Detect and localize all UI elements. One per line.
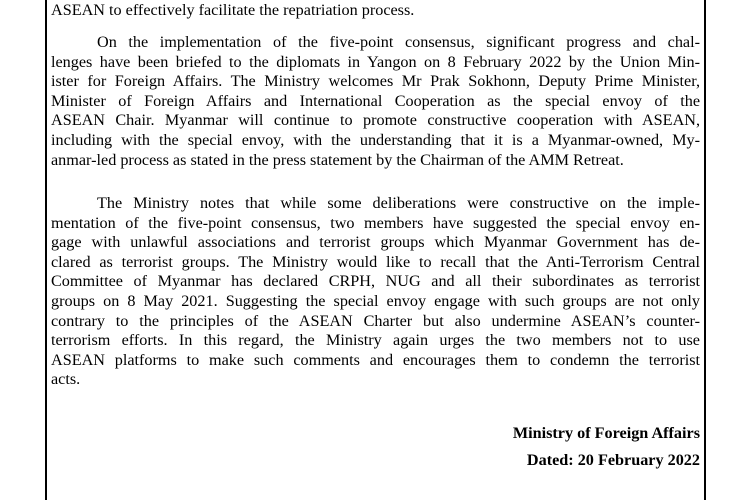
text-line: gage with unlawful associations and terrorist groups which Myanmar Government has de- [51,233,700,252]
text-line: clared as terrorist groups. The Ministry would like to recall that the Anti-Terrorism Central [51,252,700,271]
signature-ministry: Ministry of Foreign Affairs [512,424,700,442]
text-line: groups on 8 May 2021. Suggesting the special envoy engage with such groups are not only [51,291,700,310]
text-line: anmar-led process as stated in the press statement by the Chairman of the AMM Retreat. [51,150,624,169]
text-line: Committee of Myanmar has declared CRPH, NUG and all their subordinates as terrorist [51,272,700,291]
text-line: including with the special envoy, with the understanding that it is a Myanmar-owned, My- [51,130,700,149]
text-line: terrorism efforts. In this regard, the Ministry again urges the two members not to use [51,331,700,350]
paragraph-five-point-consensus [51,33,700,170]
text-line: acts. [51,370,81,389]
text-line: mentation of the five-point consensus, two members have suggested the special envoy en- [51,213,700,232]
text-line: On the implementation of the five-point consensus, significant progress and chal- [97,33,700,51]
text-line: ASEAN Chair. Myanmar will continue to promote constructive cooperation with ASEAN, [51,111,700,130]
text-line: lenges have been briefed to the diplomats in Yangon on 8 February 2022 by the Union Min- [51,52,700,71]
text-line: ASEAN platforms to make such comments and encourages them to condemn the terrorist [51,350,700,369]
signature-date: Dated: 20 February 2022 [526,451,700,469]
text-line: ister for Foreign Affairs. The Ministry welcomes Mr Prak Sokhonn, Deputy Prime Minister, [51,72,700,91]
text-line: ASEAN to effectively facilitate the repatriation process. [51,1,415,19]
paragraph-intro-tail [51,1,700,21]
paragraph-deliberations [51,194,700,390]
text-line: contrary to the principles of the ASEAN Charter but also undermine ASEAN’s counter- [51,311,700,330]
text-line: The Ministry notes that while some deliberations were constructive on the imple- [97,194,700,212]
text-line: Minister of Foreign Affairs and International Cooperation as the special envoy of the [51,91,700,110]
